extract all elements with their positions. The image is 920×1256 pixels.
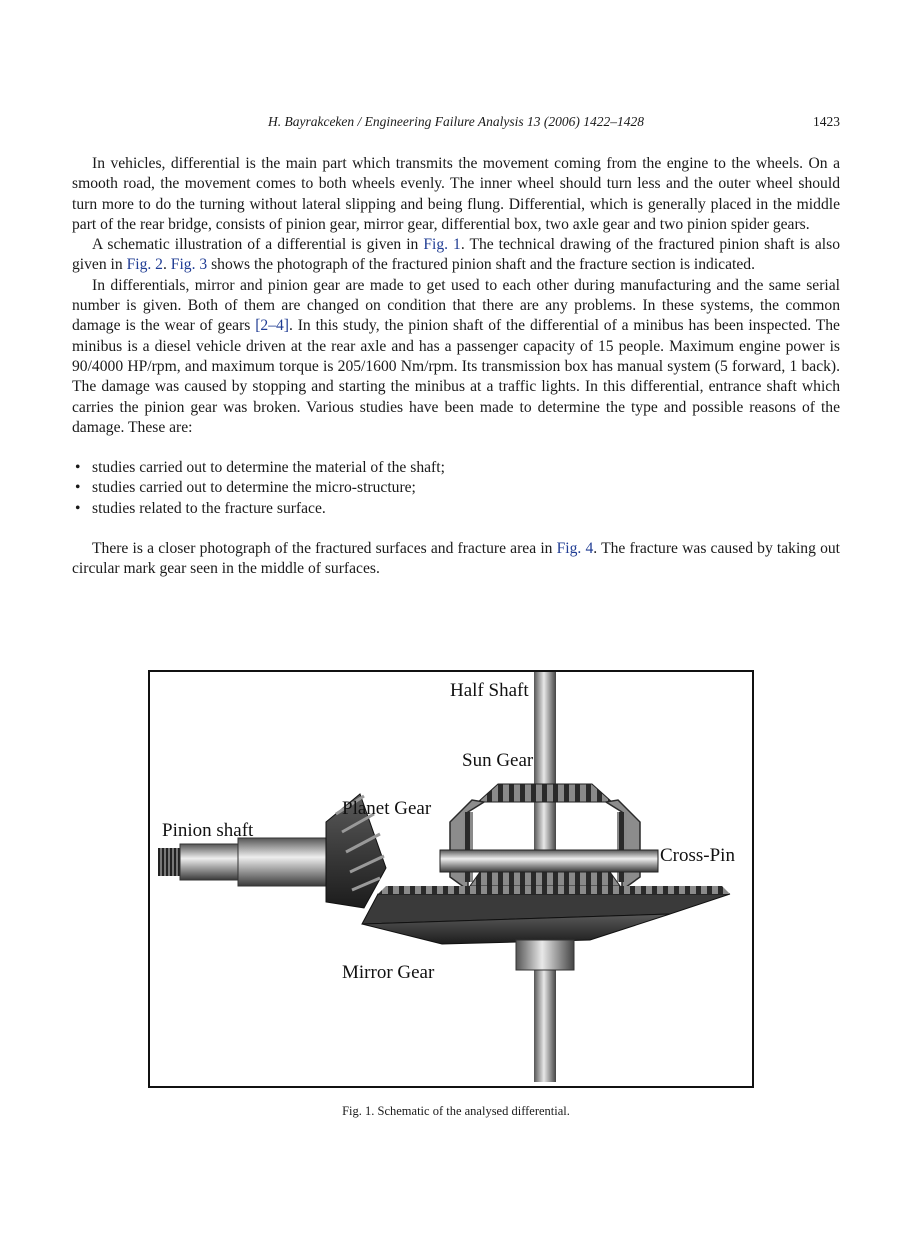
fig4-link[interactable]: Fig. 4	[556, 540, 594, 558]
fig1-link[interactable]: Fig. 1	[423, 236, 461, 254]
text-run: .	[162, 256, 171, 274]
text-run: . In this study, the pinion shaft of the differential of a minibus has been inspected. The minibus is a diesel vehicle driven at the rear axle and has a passenger capacity of 15 people. Maximum engine power is 90/4000 HP/rpm, and maximum torque is 205/1600 Nm/rpm. Its transmission box has manual system (5 forward, 1 back). The damage was caused by stopping and starting the minibus at a traffic lights. In this differential, entrance shaft which carries the pinion gear was broken. Various studies have been made to determine the type and possible reasons of the damage. These are:	[72, 317, 840, 436]
mirror-gear-hub	[516, 940, 574, 970]
lower-sun-gear	[470, 872, 620, 886]
text-run: . The technical drawing of the fractured pinion shaft is also given in	[72, 236, 840, 274]
sun-gear	[478, 784, 612, 802]
pinion-shaft-main	[238, 838, 328, 886]
cross-pin	[440, 850, 658, 872]
text-run: shows the photograph of the fractured pinion shaft and the fracture section is indicated.	[207, 256, 755, 274]
paragraph-3	[72, 276, 840, 438]
text-run: In differentials, mirror and pinion gear are made to get used to each other during manufacturing and the same serial number is given. Both of them are changed on condition that there are any problems. In these systems, the common damage is the wear of gears	[72, 276, 840, 335]
text-run: . The fracture was caused by taking out circular mark gear seen in the middle of surfaces.	[72, 540, 840, 578]
paragraph-4	[72, 539, 840, 580]
figure-1	[148, 670, 754, 1088]
label-cross-pin: Cross-Pin	[660, 845, 735, 866]
fig2-link[interactable]: Fig. 2	[126, 256, 163, 274]
list-item: • studies carried out to determine the micro-structure;	[72, 478, 840, 498]
running-title: H. Bayrakceken / Engineering Failure Analysis 13 (2006) 1422–1428	[267, 114, 645, 129]
paragraph-2	[72, 235, 840, 276]
label-sun-gear: Sun Gear	[462, 750, 534, 771]
pinion-thread	[158, 848, 182, 876]
paragraph-1: In vehicles, differential is the main part which transmits the movement coming from the engine to the wheels. On a smooth road, the movement comes to both wheels evenly. The inner wheel should turn less and the outer wheel should turn more to do the turning without lateral slipping and being flung. Differential, which is generally placed in the middle part of the rear bridge, consists of pinion gear, mirror gear, differential box, two axle gear and two pinion spider gears.	[72, 155, 840, 233]
body-text	[72, 154, 840, 580]
list-item: • studies related to the fracture surface.	[72, 499, 840, 519]
label-mirror-gear: Mirror Gear	[342, 962, 435, 983]
fig3-link[interactable]: Fig. 3	[170, 256, 208, 274]
list-item: • studies carried out to determine the material of the shaft;	[72, 458, 840, 478]
bullet-list	[72, 458, 840, 519]
differential-schematic	[150, 672, 752, 1086]
running-header	[72, 114, 840, 134]
label-half-shaft: Half Shaft	[450, 680, 529, 701]
page-number: 1423	[813, 114, 840, 129]
citation-link[interactable]: [2–4]	[255, 317, 289, 335]
half-shaft-upper	[534, 672, 556, 872]
figure-caption: Fig. 1. Schematic of the analysed differential.	[342, 1104, 570, 1118]
label-pinion-shaft: Pinion shaft	[162, 820, 254, 841]
text-run: A schematic illustration of a differential is given in	[92, 236, 424, 254]
text-run: There is a closer photograph of the fractured surfaces and fracture area in	[92, 540, 557, 558]
label-planet-gear: Planet Gear	[342, 798, 432, 819]
pinion-shaft-body	[180, 844, 240, 880]
